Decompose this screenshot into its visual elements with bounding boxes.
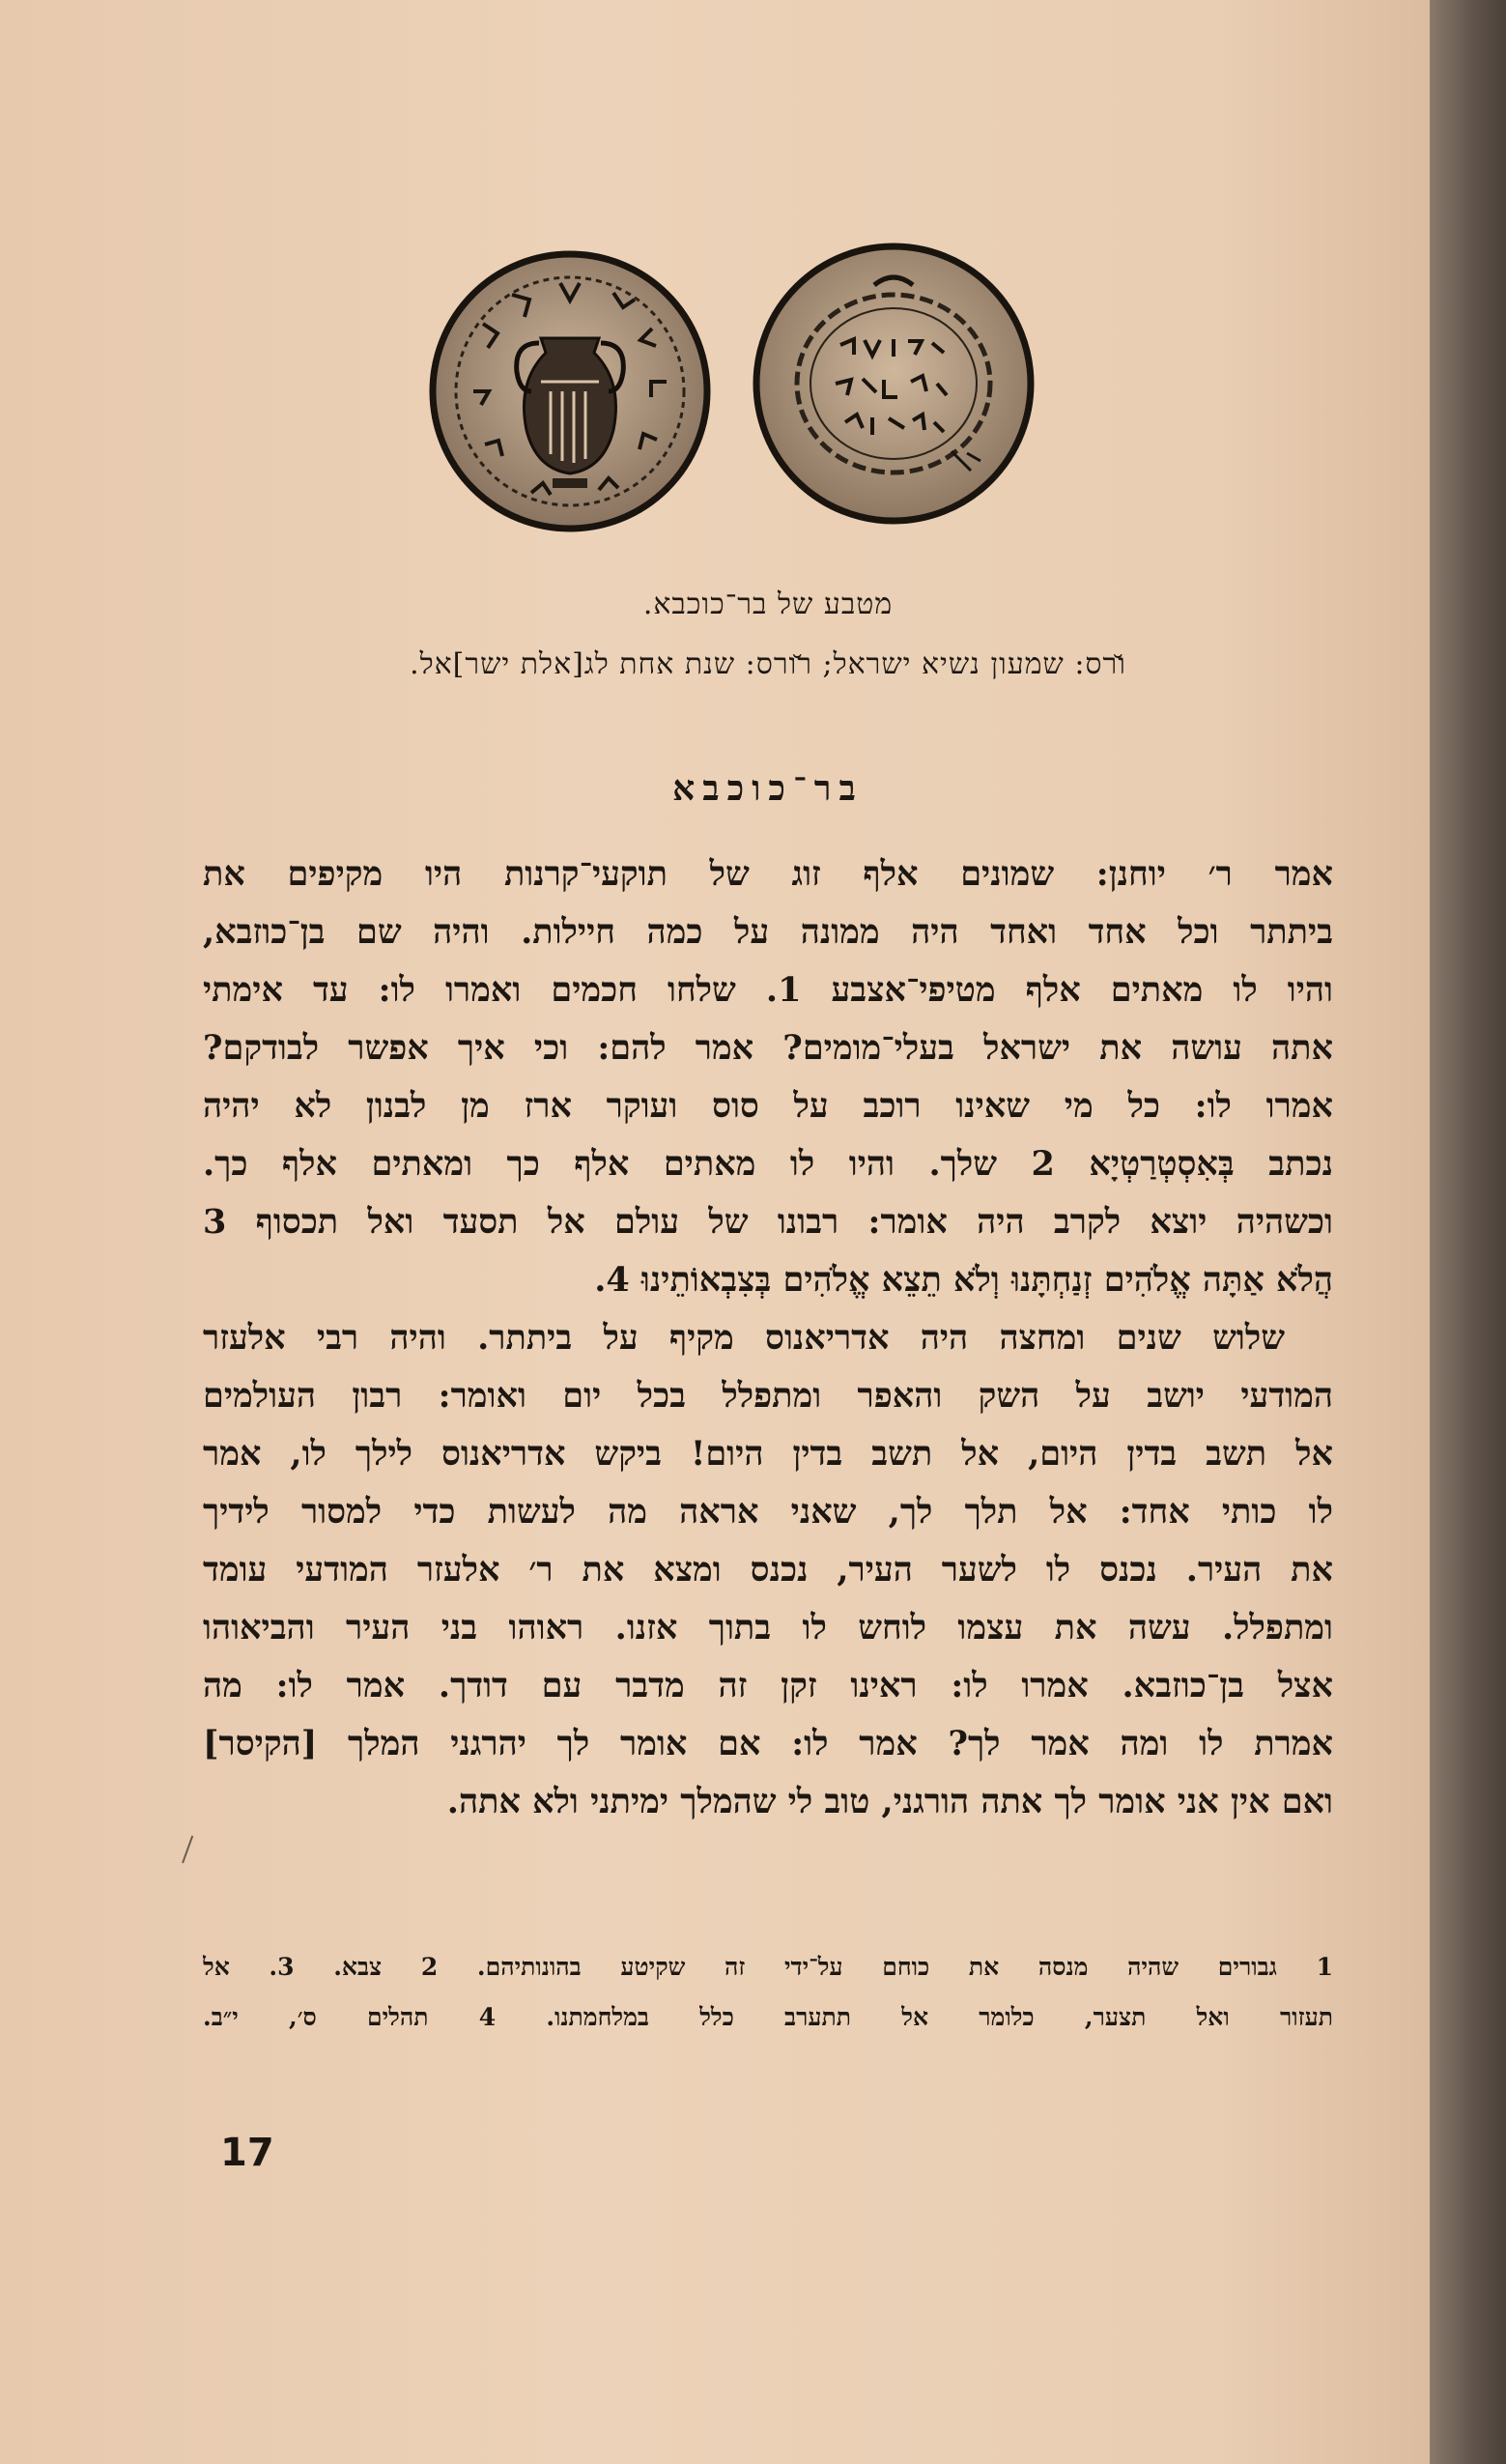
footnotes <box>203 1942 1333 2043</box>
body-line: ומתפלל. עשה את עצמו לוחש לו בתוך אזנו. ראוהו בני העיר והביאוהו <box>203 1608 1333 1647</box>
coin-reverse-image <box>749 239 1038 529</box>
body-line: וכשהיה יוצא לקרב היה אומר: רבונו של עולם אל תסעד ואל תכסוף 3 <box>203 1202 1333 1242</box>
body-line: ביתתר וכל אחד ואחד היה ממונה על כמה חיילות. והיה שם בן־כוזבא, <box>203 912 1333 952</box>
body-line: אמר ר׳ יוחנן: שמונים אלף זוג של תוקעי־קרנות היו מקיפים את <box>203 854 1333 894</box>
body-line: לו כותי אחד: אל תלך לך, שאני אראה מה לעשות כדי למסור לידיך <box>203 1492 1333 1532</box>
coin-caption-inscriptions: ו̆רס: שמעון נשיא ישראל; ר̆ורס: שנת אחת לג[אלת ישר]אל. <box>410 647 1126 681</box>
body-line: אמרת לו ומה אמר לך? אמר לו: אם אומר לך יהרגני המלך [הקיסר] <box>203 1724 1333 1763</box>
body-line: שלוש שנים ומחצה היה אדריאנוס מקיף על ביתתר. והיה רבי אלעזר <box>203 1318 1285 1358</box>
body-text <box>203 845 1333 1831</box>
body-line: אתה עושה את ישראל בעלי־מומים? אמר להם: וכי איך אפשר לבודקם? <box>203 1028 1333 1068</box>
coin-obverse-image <box>425 246 715 536</box>
footnote-line: תעזור ואל תצער, כלומר אל תתערב כלל במלחמתנו. 4 תהלים ס׳, י״ב. <box>203 2003 1333 2031</box>
body-line: אצל בן־כוזבא. אמרו לו: ראינו זקן זה מדבר עם דודך. אמר לו: מה <box>203 1666 1333 1705</box>
coin-caption-title: מטבע של בר־כוכבא. <box>642 587 894 621</box>
body-line: אמרו לו: כל מי שאינו רוכב על סוס ועוקר ארז מן לבנון לא יהיה <box>203 1086 1333 1126</box>
book-spine-shadow <box>1430 0 1506 2464</box>
coin-illustration <box>425 246 1043 536</box>
body-line: והיו לו מאתים אלף מטיפי־אצבע 1. שלחו חכמים ואמרו לו: עד אימתי <box>203 970 1333 1010</box>
body-line: אל תשב בדין היום, אל תשב בדין היום! ביקש אדריאנוס לילך לו, אמר <box>203 1434 1333 1474</box>
body-line: נכתב בְּאִסְטְרַטְיָא 2 שלך. והיו לו מאתים אלף כך ומאתים אלף כך. <box>203 1144 1333 1184</box>
pencil-mark <box>182 1836 199 1866</box>
page-number: 17 <box>220 2131 274 2175</box>
body-line: הֲלֹא אַתָּה אֱלֹהִים זְנַחְתָּנוּ וְלֹא תֵצֵא אֱלֹהִים בְּצִבְאוֹתֵינוּ 4. <box>594 1260 1333 1300</box>
body-line: את העיר. נכנס לו לשער העיר, נכנס ומצא את ר׳ אלעזר המודעי עומד <box>203 1550 1333 1590</box>
body-line: המודעי יושב על השק והאפר ומתפלל בכל יום ואומר: רבון העולמים <box>203 1376 1333 1416</box>
body-line: ואם אין אני אומר לך אתה הורגני, טוב לי שהמלך ימיתני ולא אתה. <box>446 1782 1333 1821</box>
footnote-line: 1 גבורים שהיה מנסה את כוחם על־ידי זה שקיטע בהונותיהם. 2 צבא. 3. אל <box>203 1953 1333 1981</box>
chapter-title: בר־כוכבא <box>672 768 864 809</box>
